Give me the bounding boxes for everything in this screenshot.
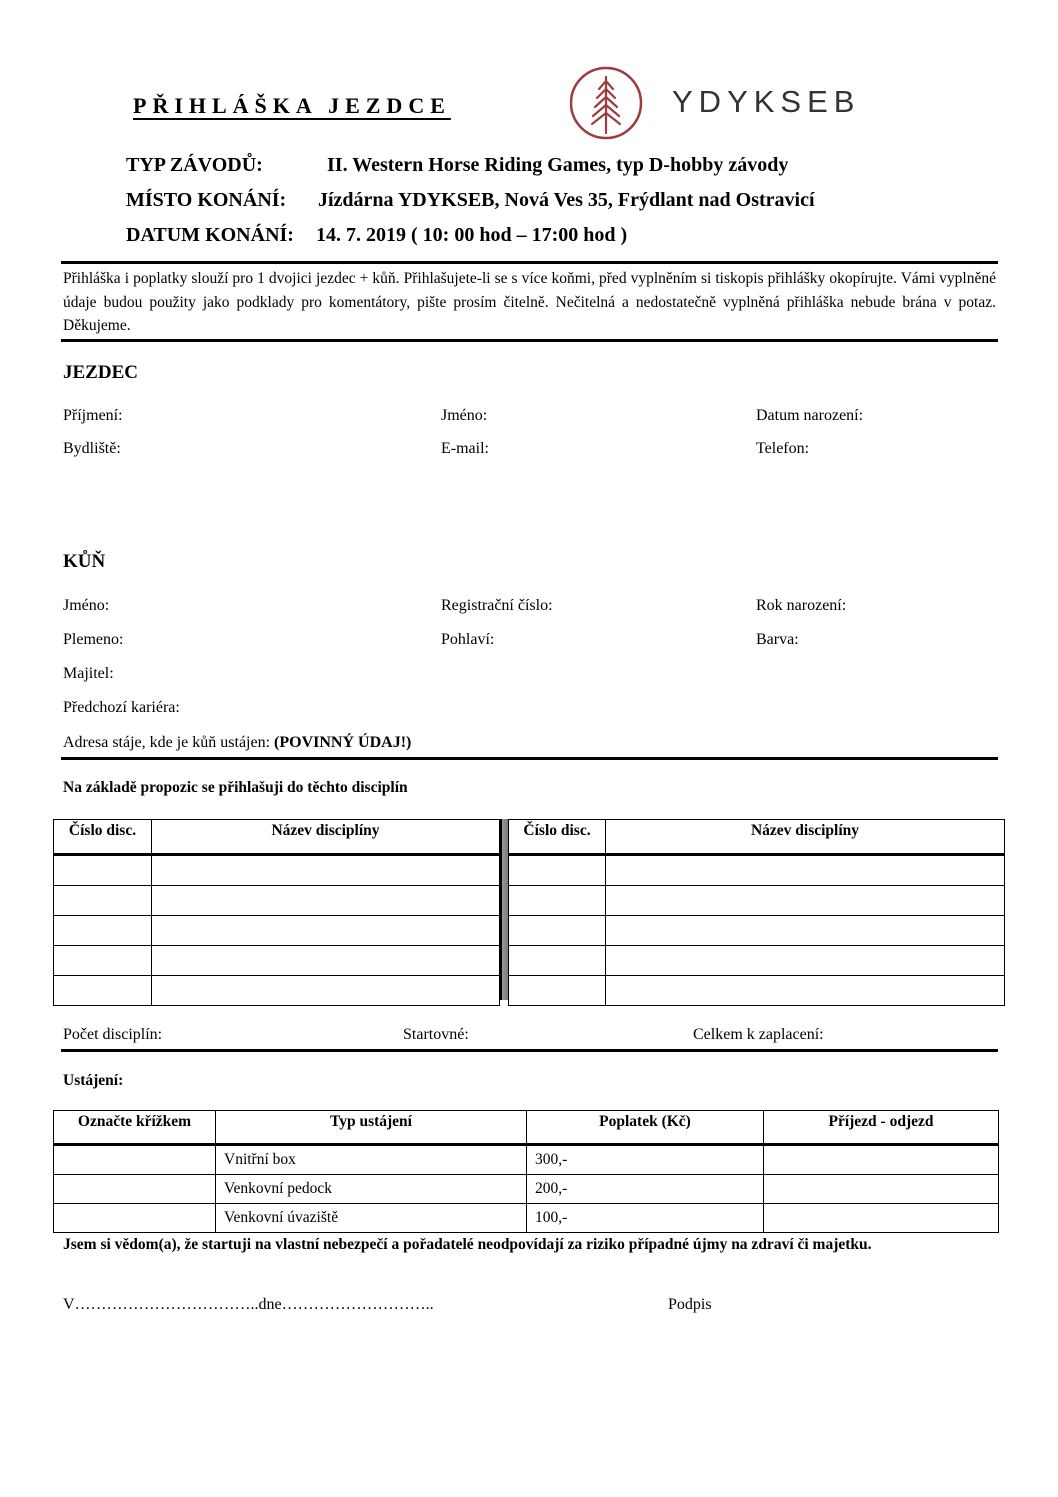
arrival-departure-cell[interactable]	[764, 1204, 999, 1233]
col-mark-header: Označte křížkem	[54, 1111, 216, 1145]
stabling-type-cell: Venkovní pedock	[216, 1175, 527, 1204]
disciplines-table-left	[53, 819, 500, 1006]
table-row	[54, 976, 500, 1006]
rider-heading: JEZDEC	[63, 362, 138, 383]
table-row	[509, 886, 1005, 916]
table-row	[54, 1204, 999, 1233]
place-date-field[interactable]: V……………………………..dne………………………..	[63, 1296, 434, 1313]
disc-name-cell[interactable]	[152, 946, 500, 976]
divider	[61, 339, 998, 342]
horse-stable-address-field[interactable]	[63, 734, 411, 752]
event-place-label: MÍSTO KONÁNÍ:	[126, 189, 287, 211]
table-row	[509, 976, 1005, 1006]
discipline-count-field[interactable]: Počet disciplín:	[63, 1026, 163, 1043]
table-row	[509, 916, 1005, 946]
horse-career-field[interactable]: Předchozí kariéra:	[63, 699, 180, 716]
rider-surname-field[interactable]: Příjmení:	[63, 407, 123, 424]
horse-sex-field[interactable]: Pohlaví:	[441, 631, 495, 648]
table-row	[54, 886, 500, 916]
col-name-header: Název disciplíny	[152, 820, 500, 855]
stabling-fee-cell: 200,-	[527, 1175, 764, 1204]
event-place-value: Jízdárna YDYKSEB, Nová Ves 35, Frýdlant nad Ostravicí	[318, 189, 815, 211]
disc-name-cell[interactable]	[606, 855, 1005, 886]
col-arrival-header: Příjezd - odjezd	[764, 1111, 999, 1145]
disciplines-heading: Na základě propozic se přihlašuji do těchto disciplín	[63, 779, 408, 796]
arrival-departure-cell[interactable]	[764, 1175, 999, 1204]
stabling-type-cell: Venkovní úvaziště	[216, 1204, 527, 1233]
horse-heading: KŮŇ	[63, 551, 106, 572]
horse-owner-field[interactable]: Majitel:	[63, 665, 114, 682]
horse-color-field[interactable]: Barva:	[756, 631, 799, 648]
stabling-table	[53, 1110, 999, 1233]
disc-name-cell[interactable]	[606, 976, 1005, 1006]
stabling-heading: Ustájení:	[63, 1072, 124, 1089]
disc-number-cell[interactable]	[509, 916, 606, 946]
col-type-header: Typ ustájení	[216, 1111, 527, 1145]
event-type-value: II. Western Horse Riding Games, typ D-hobby závody	[327, 154, 789, 176]
disc-number-cell[interactable]	[509, 855, 606, 886]
start-fee-field[interactable]: Startovné:	[403, 1026, 469, 1043]
disc-number-cell[interactable]	[54, 946, 152, 976]
mark-checkbox-cell[interactable]	[54, 1145, 216, 1175]
stabling-type-cell: Vnitřní box	[216, 1145, 527, 1175]
col-number-header: Číslo disc.	[54, 820, 152, 855]
horse-birth-year-field[interactable]: Rok narození:	[756, 597, 847, 614]
disc-number-cell[interactable]	[54, 886, 152, 916]
disc-number-cell[interactable]	[509, 976, 606, 1006]
stabling-fee-cell: 300,-	[527, 1145, 764, 1175]
declaration-text: Jsem si vědom(a), že startuji na vlastní nebezpečí a pořadatelé neodpovídají za riziko případné újmy na zdraví či majetku.	[63, 1236, 872, 1253]
horse-name-field[interactable]: Jméno:	[63, 597, 110, 614]
stable-address-label: Adresa stáje, kde je kůň ustájen:	[63, 734, 271, 751]
arrival-departure-cell[interactable]	[764, 1145, 999, 1175]
rider-birthdate-field[interactable]: Datum narození:	[756, 407, 864, 424]
horse-reg-number-field[interactable]: Registrační číslo:	[441, 597, 553, 614]
disc-name-cell[interactable]	[606, 946, 1005, 976]
disciplines-table-right	[508, 819, 1005, 1006]
stable-required-note: (POVINNÝ ÚDAJ!)	[274, 734, 412, 751]
disc-name-cell[interactable]	[152, 886, 500, 916]
table-row	[54, 855, 500, 886]
col-number-header: Číslo disc.	[509, 820, 606, 855]
rider-address-field[interactable]: Bydliště:	[63, 440, 121, 457]
disc-name-cell[interactable]	[606, 886, 1005, 916]
disc-number-cell[interactable]	[54, 976, 152, 1006]
event-date-value: 14. 7. 2019 ( 10: 00 hod – 17:00 hod )	[316, 224, 628, 246]
mark-checkbox-cell[interactable]	[54, 1204, 216, 1233]
stabling-fee-cell: 100,-	[527, 1204, 764, 1233]
disc-number-cell[interactable]	[509, 886, 606, 916]
logo-text: YDYKSEB	[672, 84, 861, 119]
disc-name-cell[interactable]	[606, 916, 1005, 946]
total-payment-field[interactable]: Celkem k zaplacení:	[693, 1026, 824, 1043]
event-type-label: TYP ZÁVODŮ:	[126, 154, 263, 176]
notice-text: Přihláška i poplatky slouží pro 1 dvojici jezdec + kůň. Přihlašujete-li se s více koňmi, před vyplněním si tiskopis přihlášky okopírujte. Vámi vyplněné údaje budou použity jako podklady pro komentátory, pište prosím čitelně. Nečitelná a nedostatečně vyplněná přihláška nebude brána v potaz. Děkujeme.	[63, 270, 996, 334]
disc-number-cell[interactable]	[509, 946, 606, 976]
rider-phone-field[interactable]: Telefon:	[756, 440, 810, 457]
signature-field[interactable]: Podpis	[668, 1296, 712, 1313]
disc-name-cell[interactable]	[152, 976, 500, 1006]
table-row	[509, 946, 1005, 976]
horse-breed-field[interactable]: Plemeno:	[63, 631, 124, 648]
col-name-header: Název disciplíny	[606, 820, 1005, 855]
table-row	[54, 1175, 999, 1204]
page-title: PŘIHLÁŠKA JEZDCE	[133, 93, 451, 118]
col-fee-header: Poplatek (Kč)	[527, 1111, 764, 1145]
disc-number-cell[interactable]	[54, 855, 152, 886]
divider	[61, 757, 998, 760]
rider-email-field[interactable]: E-mail:	[441, 440, 489, 457]
event-date-label: DATUM KONÁNÍ:	[126, 224, 294, 246]
table-row	[54, 1145, 999, 1175]
divider	[61, 1049, 998, 1052]
disc-name-cell[interactable]	[152, 916, 500, 946]
mark-checkbox-cell[interactable]	[54, 1175, 216, 1204]
table-row	[509, 855, 1005, 886]
table-row	[54, 916, 500, 946]
disc-number-cell[interactable]	[54, 916, 152, 946]
rider-name-field[interactable]: Jméno:	[441, 407, 488, 424]
disc-name-cell[interactable]	[152, 855, 500, 886]
table-row	[54, 946, 500, 976]
divider	[61, 261, 998, 264]
